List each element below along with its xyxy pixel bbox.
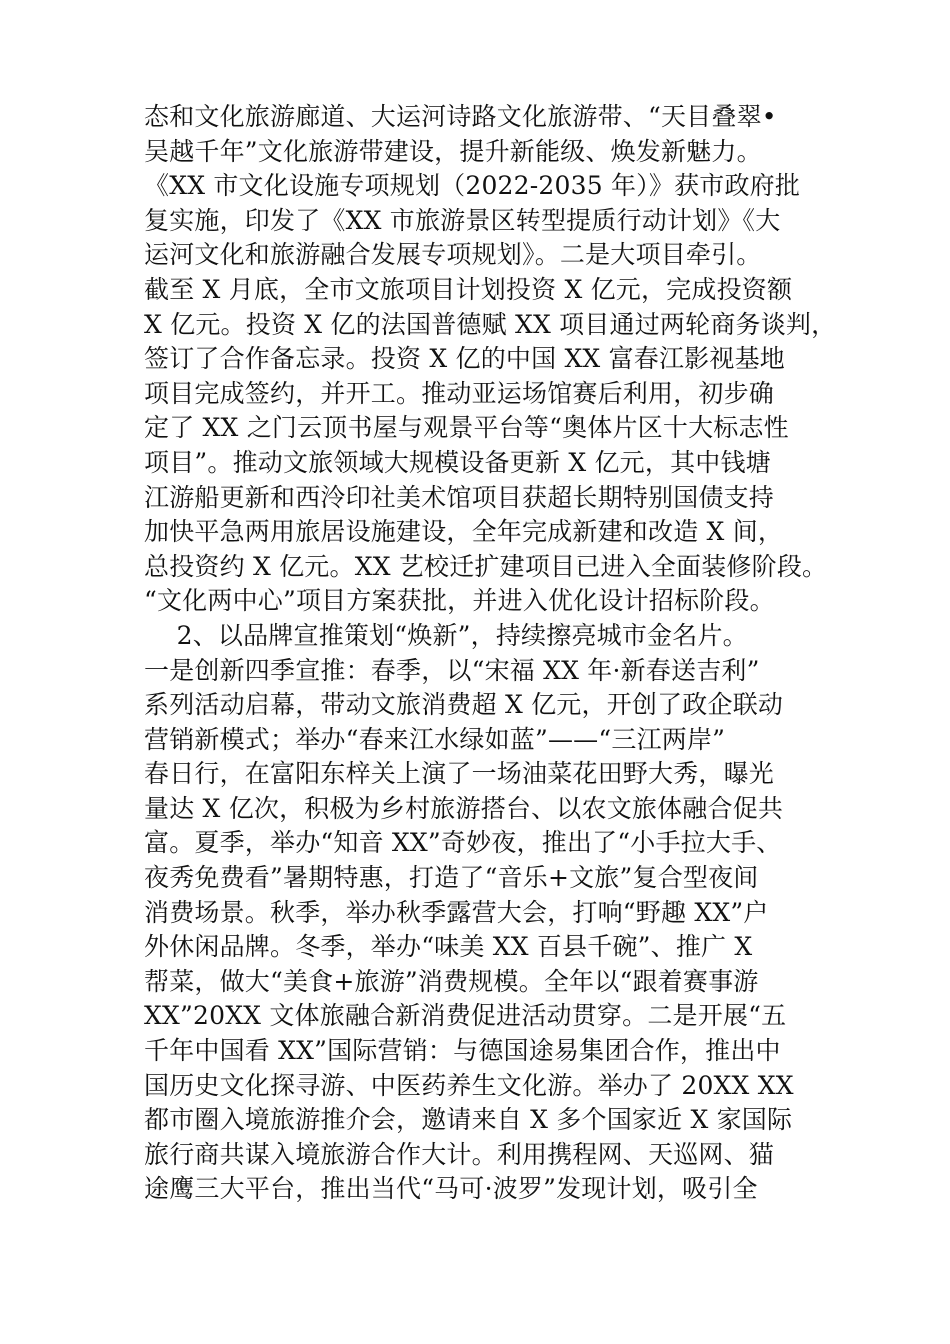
text-line: 项目完成签约，并开工。推动亚运场馆赛后利用，初步确 xyxy=(144,378,775,408)
text-line: 态和文化旅游廊道、大运河诗路文化旅游带、“天目叠翠• xyxy=(144,102,777,131)
text-line: 系列活动启幕，带动文旅消费超 X 亿元，开创了政企联动 xyxy=(144,690,784,720)
text-line: 复实施，印发了《XX 市旅游景区转型提质行动计划》《大 xyxy=(144,205,781,235)
text-line: 总投资约 X 亿元。XX 艺校迁扩建项目已进入全面装修阶段。 xyxy=(144,551,828,581)
text-line: 加快平急两用旅居设施建设，全年完成新建和改造 X 间， xyxy=(144,517,784,547)
text-line: 途鹰三大平台，推出当代“马可·波罗”发现计划，吸引全 xyxy=(144,1174,758,1204)
text-line: 千年中国看 XX”国际营销：与德国途易集团合作，推出中 xyxy=(144,1036,781,1066)
text-line: “文化两中心”项目方案获批，并进入优化设计招标阶段。 xyxy=(144,586,775,616)
text-line: 一是创新四季宣推：春季，以“宋福 XX 年·新春送吉利” xyxy=(144,655,760,685)
body-text xyxy=(144,100,844,1207)
text-line: 外休闲品牌。冬季，举办“味美 XX 百县千碗”、推广 X xyxy=(144,932,753,962)
text-line: 运河文化和旅游融合发展专项规划》。二是大项目牵引。 xyxy=(144,240,762,270)
text-line: 签订了合作备忘录。投资 X 亿的中国 XX 富春江影视基地 xyxy=(144,344,785,374)
text-line: X 亿元。投资 X 亿的法国普德赋 XX 项目通过两轮商务谈判， xyxy=(144,309,837,339)
text-line: 定了 XX 之门云顶书屋与观景平台等“奥体片区十大标志性 xyxy=(144,413,789,443)
text-line: 夜秀免费看”暑期特惠，打造了“音乐+文旅”复合型夜间 xyxy=(144,863,759,893)
text-line: 项目”。推动文旅领域大规模设备更新 X 亿元，其中钱塘 xyxy=(144,447,771,477)
text-line: 营销新模式；举办“春来江水绿如蓝”——“三江两岸” xyxy=(144,724,726,754)
text-line: 旅行商共谋入境旅游合作大计。利用携程网、天巡网、猫 xyxy=(144,1139,775,1169)
text-line: 截至 X 月底，全市文旅项目计划投资 X 亿元，完成投资额 xyxy=(144,274,793,304)
text-line: XX”20XX 文体旅融合新消费促进活动贯穿。二是开展“五 xyxy=(144,1001,787,1031)
text-line: 量达 X 亿次，积极为乡村旅游搭台、以农文旅体融合促共 xyxy=(144,793,784,823)
section-heading-line: 2、以品牌宣推策划“焕新”，持续擦亮城市金名片。 xyxy=(144,620,748,650)
text-line: 《XX 市文化设施专项规划（2022-2035 年）》获市政府批 xyxy=(144,171,801,201)
text-line: 富。夏季，举办“知音 XX”奇妙夜，推出了“小手拉大手、 xyxy=(144,828,782,858)
text-line: 国历史文化探寻游、中医药养生文化游。举办了 20XX XX xyxy=(144,1070,794,1100)
text-line: 都市圈入境旅游推介会，邀请来自 X 多个国家近 X 家国际 xyxy=(144,1105,793,1135)
text-line: 消费场景。秋季，举办秋季露营大会，打响“野趣 XX”户 xyxy=(144,897,769,927)
text-line: 吴越千年”文化旅游带建设，提升新能级、焕发新魅力。 xyxy=(144,136,762,166)
text-line: 春日行，在富阳东梓关上演了一场油菜花田野大秀，曝光 xyxy=(144,759,775,789)
text-line: 帮菜，做大“美食+旅游”消费规模。全年以“跟着赛事游 xyxy=(144,966,759,996)
text-line: 江游船更新和西泠印社美术馆项目获超长期特别国债支持 xyxy=(144,482,775,512)
